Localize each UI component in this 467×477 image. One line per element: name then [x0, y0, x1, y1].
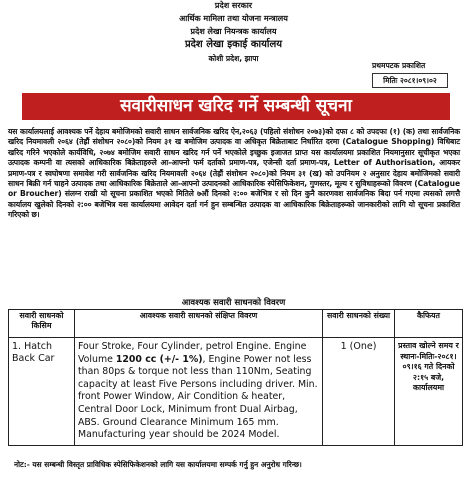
header-line-3: प्रदेश लेखा नियन्त्रक कार्यालय [190, 27, 277, 36]
vehicle-requirements-table [8, 309, 463, 446]
table-title: आवश्यक सवारी साधनको विवरण [181, 298, 286, 308]
notice-body-text: यस कार्यालयलाई आवश्यक पर्ने देहाय बमोजिमको सवारी साधन सार्वजनिक खरिद ऐन,२०६३ (पहिलो संशोधन २०७३)को दफा ८ को उपदफा (१) (क) तथा सार्वजनिक खरिद नियमावली २०६४ (तेह्रौं संशोधन २०८०)को नियम ३१ ख बमोजिम उत्पादक वा अधिकृत बिक्रेताबाट निर्धारित दरमा (Catalogue Shopping) विधिबाट खरिद गरिने भएकोले कार्यविधि, २०७४ बमोजिम सवारी साधन खरिद गर्न पर्ने भएकोले इच्छुक इजाजत प्राप्त यस कार्यालयमा प्रकाशित नियमानुसार सूचीकृत भएका उत्पादक कम्पनी वा त्यसको आधिकारिक बिक्रेताहरुले आ-आफ्नो फर्म दर्ताको प्रमाण-पत्र, एजेन्सी दर्ता प्रमाण-पत्र, Letter of Authorisation, आयकर प्रमाण-पत्र र स्वघोषणा समावेश गरी सार्वजनिक खरिद नियमावली २०६४ (तेह्रौं संशोधन २०८०)को नियम ३१ (ख) को उपनियम २ अनुसार देहाय बमोजिमको सवारी साधन बिक्री गर्न चाहने उत्पादक तथा आधिकारिक बिक्रेताले आ-आफ्नो उत्पादनको आधिकारिक स्पेसिफिकेशन, गुणस्तर, मूल्य र सुविधाहरूको विवरण (Catalogue or Broucher) संलग्न राखी यो सूचना प्रकाशित भएको मितिले ७औं दिनको २:०० बजेभित्र र सो दिन कुनै कारणवश सार्वजनिक बिदा पर्न गएमा त्यसको लगत्तै कार्यालय खुलेको दिनको २:०० बजेभित्र यस कार्यालयमा आवेदन दर्ता गर्न हुन सम्बन्धित उत्पादक वा आधिकारिक बिक्रेताहरूको जानकारीको लागि यो सूचना प्रकाशित गरिएको छ। [8, 127, 460, 220]
header-remarks: कैफियत [395, 310, 463, 338]
vehicle-type-cell: 1. Hatch Back Car [9, 338, 75, 446]
office-header [0, 2, 467, 63]
spec-engine-volume: 1200 cc (+/- 1%) [115, 353, 203, 365]
notice-title-banner: सवारीसाधन खरिद गर्ने सम्बन्धी सूचना [22, 93, 450, 120]
vehicle-spec-cell [75, 338, 323, 446]
header-address: कोशी प्रदेश, झापा [208, 54, 259, 63]
footer-note: नोट:- यस सम्बन्धी विस्तृत प्राविधिक स्पेसिफिकेशनको लागि यस कार्यालयमा सम्पर्क गर्नु हुन अनुरोध गरिन्छ। [14, 460, 302, 469]
remarks-cell: प्रस्ताव खोल्ने समय र स्थानः-मितिः-२०८१।०९।१६ गते दिनको २:१५ बजे, कार्यालयमा [395, 338, 463, 446]
header-line-2: आर्थिक मामिला तथा योजना मन्त्रालय [179, 14, 288, 23]
table-header-row [9, 310, 463, 338]
publication-date: मितिः २०८१।०९।०२ [372, 73, 448, 88]
header-quantity: सवारी साधनको संख्या [323, 310, 395, 338]
table-row [9, 338, 463, 446]
quantity-cell: 1 (One) [323, 338, 395, 446]
header-office-name: प्रदेश लेखा इकाई कार्यालय [184, 39, 283, 50]
header-description: आवश्यक सवारी साधनको संक्षिप्त विवरण [75, 310, 323, 338]
header-line-1: प्रदेश सरकार [214, 1, 253, 10]
first-publication-label: प्रथमपटक प्रकाशित [372, 61, 426, 70]
spec-text-b: , Engine Power not less than 80ps & torque not less than 110Nm, Seating capacity at least Five Persons including driver. Min. front Power Window, Air Condition & heater, Central Door Lock, Minimum front Dual Airbag, ABS. Ground Clearance Minimum 165 mm. Manufacturing year should be 2024 Model. [78, 353, 318, 441]
header-vehicle-type: सवारी साधनको किसिम [9, 310, 75, 338]
spec-text-a: Four Stroke, Four Cylinder, petrol Engine. Engine Volume [78, 341, 307, 365]
